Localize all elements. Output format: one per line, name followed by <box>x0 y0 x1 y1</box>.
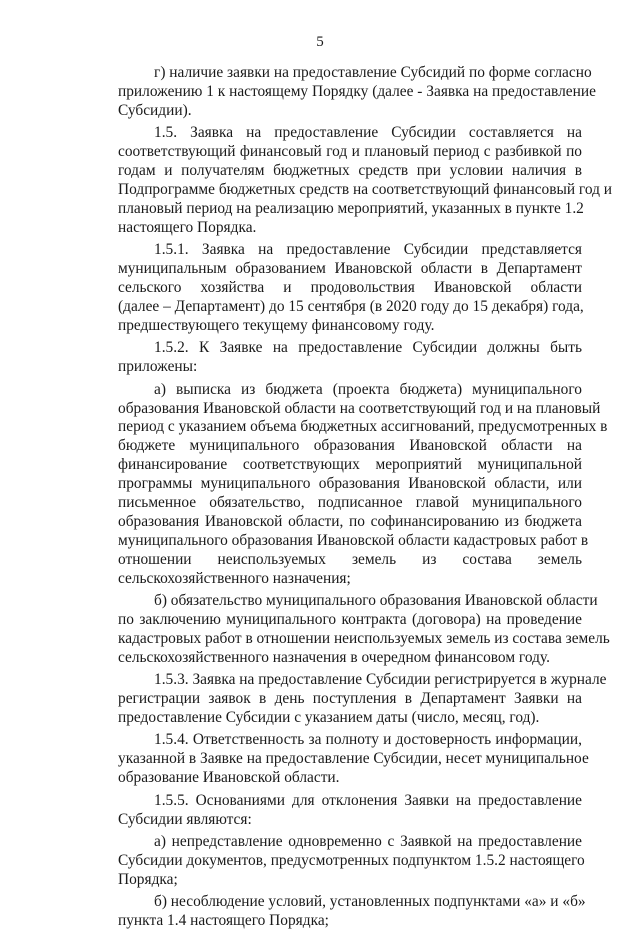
text-line: 1.5.1. Заявка на предоставление Субсидии представляется <box>154 241 582 259</box>
text-line: б) несоблюдение условий, установленных подпунктами «а» и «б» <box>154 893 586 911</box>
paragraph-p-1-5-5-b <box>118 893 586 931</box>
text-line: бюджете муниципального образования Ивановской области на <box>118 437 582 455</box>
text-line: а) выписка из бюджета (проекта бюджета) муниципального <box>154 380 582 398</box>
text-line: по заключению муниципального контракта (договора) на проведение <box>118 610 582 628</box>
text-line: 1.5.4. Ответственность за полноту и достоверность информации, <box>154 731 582 749</box>
paragraph-p-1-5-5 <box>118 792 582 830</box>
text-line: плановый период на реализацию мероприятий, указанных в пункте 1.2 <box>118 199 584 217</box>
text-line: приложены: <box>118 358 198 376</box>
paragraph-p-1-5-2-a <box>118 380 608 589</box>
text-line: отношении неиспользуемых земель из состава земель <box>118 550 582 568</box>
paragraph-p-1-5-4 <box>118 731 589 788</box>
text-line: а) непредставление одновременно с Заявкой на предоставление <box>154 833 582 851</box>
text-line: сельскохозяйственного назначения; <box>118 569 351 587</box>
text-line: сельскохозяйственного назначения в очередном финансовом году. <box>118 648 550 666</box>
text-line: 1.5. Заявка на предоставление Субсидии составляется на <box>154 124 582 142</box>
text-line: предоставление Субсидии с указанием даты (число, месяц, год). <box>118 708 540 726</box>
document-body <box>118 64 613 935</box>
text-line: сельского хозяйства и продовольствия Ивановской области <box>118 278 582 296</box>
text-line: б) обязательство муниципального образования Ивановской области <box>154 592 598 610</box>
text-line: письменное обязательство, подписанное главой муниципального <box>118 493 582 511</box>
text-line: 1.5.5. Основаниями для отклонения Заявки на предоставление <box>154 791 582 809</box>
paragraph-p-1-5 <box>118 124 613 237</box>
paragraph-p-1-4-g <box>118 64 596 121</box>
text-line: г) наличие заявки на предоставление Субсидий по форме согласно <box>154 64 592 81</box>
text-line: Субсидии). <box>118 101 192 119</box>
text-line: образования Ивановской области, по софинансированию из бюджета <box>118 512 582 530</box>
text-line: период с указанием объема бюджетных ассигнований, предусмотренных в <box>118 418 608 436</box>
text-line: приложению 1 к настоящему Порядку (далее - Заявка на предоставление <box>118 82 596 100</box>
text-line: Субсидии являются: <box>118 810 252 828</box>
paragraph-p-1-5-2 <box>118 339 582 377</box>
text-line: регистрации заявок в день поступления в Департамент Заявки на <box>118 690 582 708</box>
text-line: пункта 1.4 настоящего Порядка; <box>118 912 329 930</box>
text-line: Порядка; <box>118 870 178 888</box>
text-line: 1.5.2. К Заявке на предоставление Субсидии должны быть <box>154 339 582 357</box>
text-line: Субсидии документов, предусмотренных подпунктом 1.5.2 настоящего <box>118 851 585 869</box>
text-line: Подпрограмме бюджетных средств на соответствующий финансовый год и <box>118 180 613 198</box>
paragraph-p-1-5-5-a <box>118 833 585 890</box>
paragraph-p-1-5-2-b <box>118 592 610 668</box>
text-line: указанной в Заявке на предоставление Субсидии, несет муниципальное <box>118 750 589 768</box>
text-line: программы муниципального образования Ивановской области, или <box>118 475 582 493</box>
text-line: кадастровых работ в отношении неиспользуемых земель из состава земель <box>118 629 610 647</box>
text-line: образования Ивановской области на соответствующий год и на плановый <box>118 399 601 417</box>
text-line: финансирование соответствующих мероприятий муниципальной <box>118 456 582 474</box>
text-line: (далее – Департамент) до 15 сентября (в 2020 году до 15 декабря) года, <box>118 297 584 315</box>
page-number: 5 <box>316 34 324 50</box>
text-line: годам и получателям бюджетных средств при условии наличия в <box>118 162 582 180</box>
text-line: настоящего Порядка. <box>118 218 257 236</box>
text-line: соответствующий финансовый год и плановый период с разбивкой по <box>118 143 582 161</box>
text-line: 1.5.3. Заявка на предоставление Субсидии регистрируется в журнале <box>154 671 607 689</box>
text-line: предшествующего текущему финансовому году. <box>118 316 435 334</box>
text-line: муниципальным образованием Ивановской области в Департамент <box>118 260 582 278</box>
paragraph-p-1-5-3 <box>118 671 607 728</box>
paragraph-p-1-5-1 <box>118 241 582 335</box>
text-line: муниципального образования Ивановской области кадастровых работ в <box>118 531 589 549</box>
text-line: образование Ивановской области. <box>118 769 340 787</box>
